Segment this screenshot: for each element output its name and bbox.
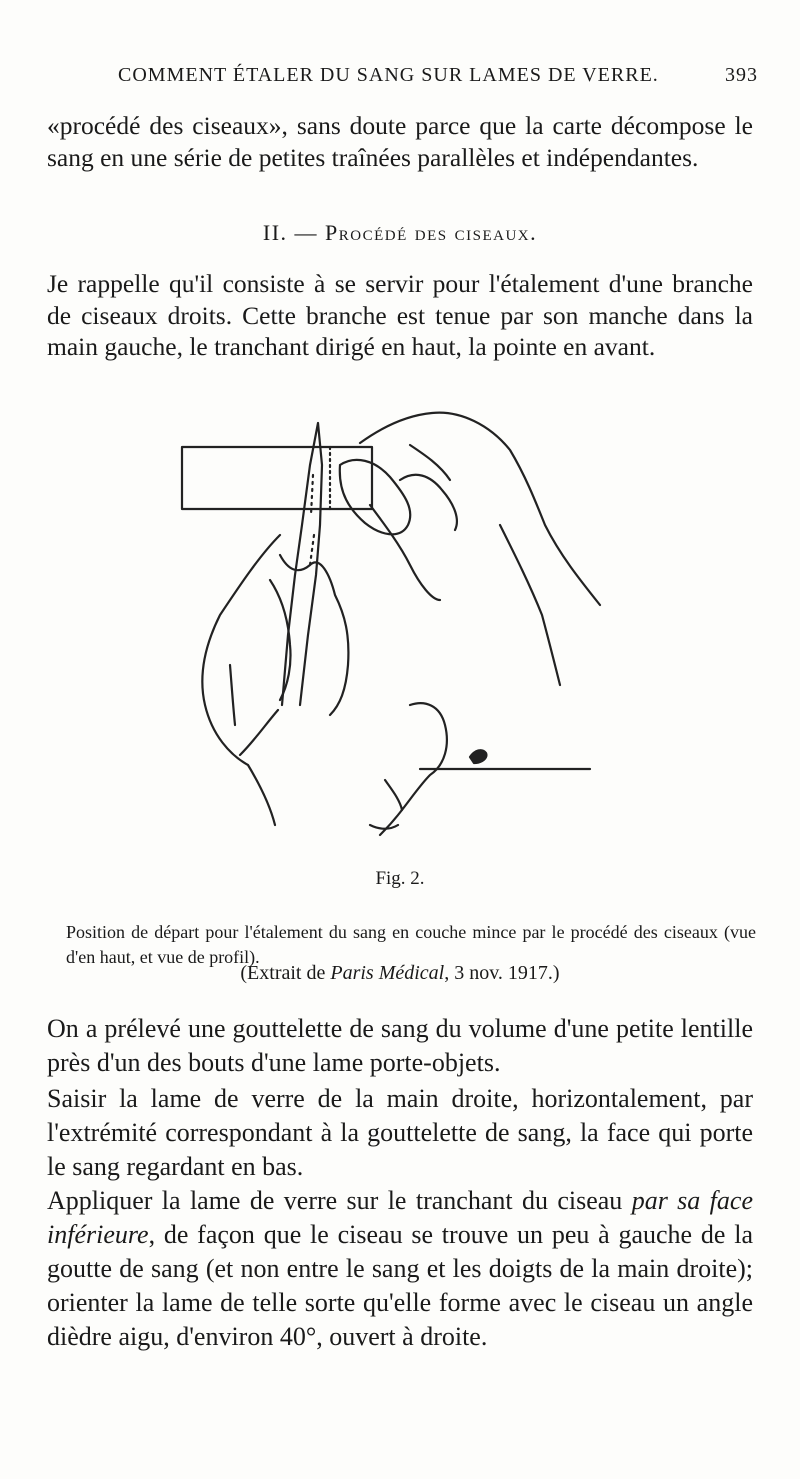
- profile-blood-drop: [470, 750, 486, 763]
- running-header: [118, 64, 758, 94]
- figure-source: [0, 962, 800, 985]
- glass-slide-top-view: [182, 447, 372, 509]
- page-number: 393: [725, 64, 758, 86]
- left-hand: [202, 535, 280, 825]
- paragraph-4-end: , de façon que le ciseau se trouve un peu à gauche de la goutte de sang (et non entre le sang et les doigts de la main droite); orienter la lame de telle sorte qu'elle forme avec le ciseau un angle dièdre aigu, d'environ 40°, ouvert à droite.: [47, 1220, 753, 1351]
- paragraph-3: Saisir la lame de verre de la main droite, horizontalement, par l'extrémité correspondant à la gouttelette de sang, la face qui porte le sang regardant en bas.: [47, 1084, 753, 1181]
- scissors-blade: [282, 423, 322, 705]
- running-title: COMMENT ÉTALER DU SANG SUR LAMES DE VERRE.: [118, 64, 659, 86]
- paragraph-4-start: Appliquer la lame de verre sur le tranchant du ciseau: [47, 1186, 632, 1215]
- paragraph-4-italic: par sa face inférieure: [47, 1186, 753, 1249]
- figure-caption: Position de départ pour l'étalement du sang en couche mince par le procédé des ciseaux (vue d'en haut, et vue de profil).: [66, 922, 756, 967]
- figure-label: Fig. 2.: [375, 868, 425, 889]
- figure-illustration: [170, 405, 640, 875]
- right-hand: [360, 413, 600, 605]
- paragraph-4: [47, 1184, 753, 1354]
- section-title: II. — Procédé des ciseaux.: [262, 220, 538, 245]
- source-prefix: (Extrait de: [240, 962, 331, 984]
- paragraph-1: Je rappelle qu'il consiste à se servir pour l'étalement d'une branche de ciseaux droits. Cette branche est tenue par son manche dans la main gauche, le tranchant dirigé en haut, la pointe en avant.: [47, 269, 753, 361]
- source-suffix: , 3 nov. 1917.): [444, 962, 560, 984]
- paragraph-intro: «procédé des ciseaux», sans doute parce que la carte décompose le sang en une série de petites traînées parallèles et indépendantes.: [47, 111, 753, 172]
- blade-dots: [310, 475, 314, 565]
- source-journal: Paris Médical: [330, 962, 445, 984]
- paragraph-2: On a prélevé une gouttelette de sang du volume d'une petite lentille près d'un des bouts d'une lame porte-objets.: [47, 1014, 753, 1077]
